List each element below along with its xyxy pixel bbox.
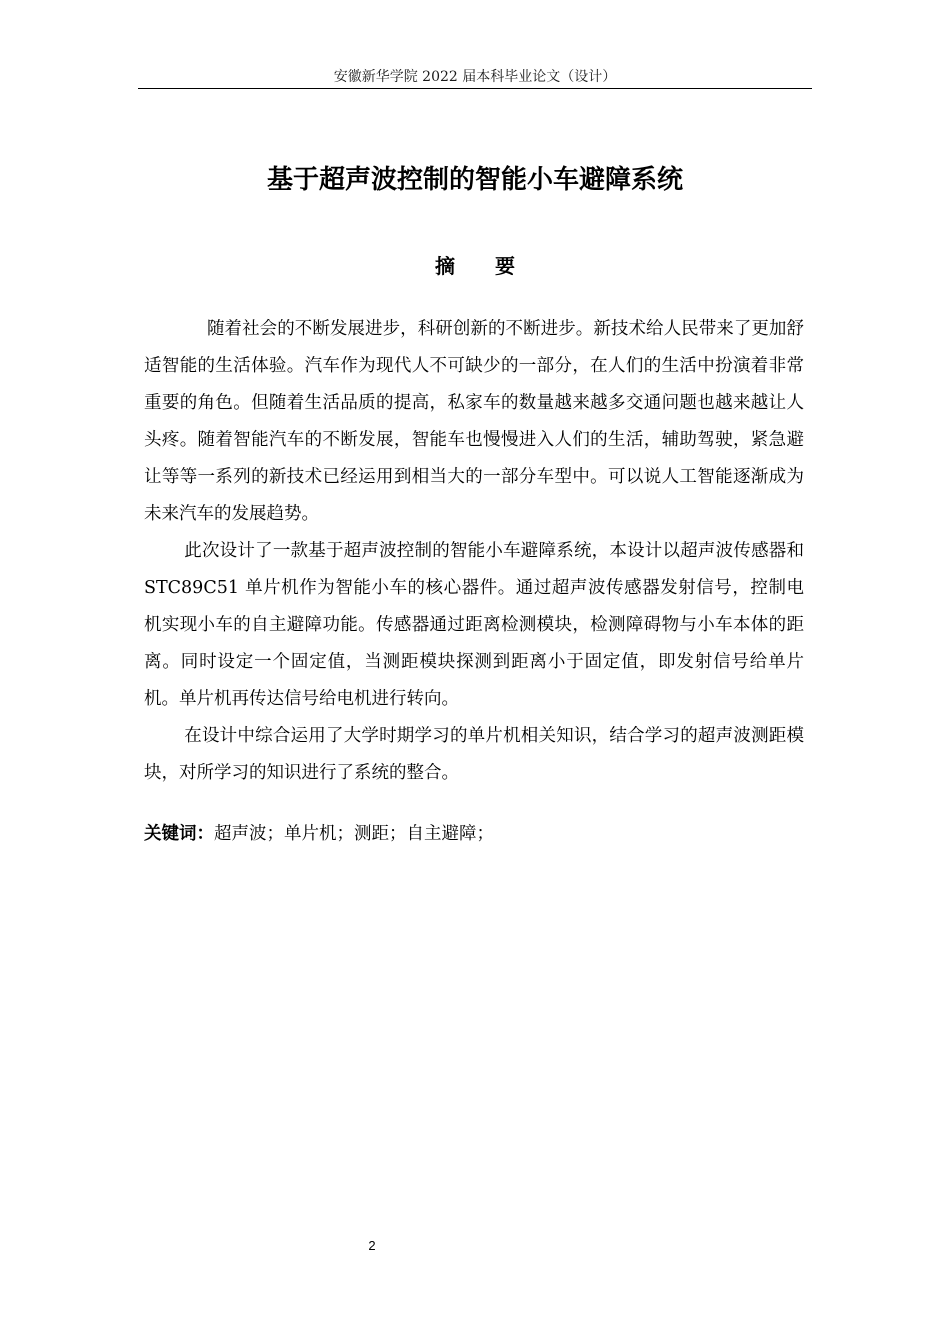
document-title: 基于超声波控制的智能小车避障系统 (266, 165, 683, 195)
abstract-body (144, 311, 804, 792)
abstract-paragraph: 在设计中综合运用了大学时期学习的单片机相关知识，结合学习的超声波测距模块，对所学习的知识进行了系统的整合。 (144, 726, 804, 783)
abstract-paragraph: 此次设计了一款基于超声波控制的智能小车避障系统，本设计以超声波传感器和 STC89C51 单片机作为智能小车的核心器件。通过超声波传感器发射信号，控制电机实现小车的自主避障功能。传感器通过距离检测模块，检测障碍物与小车本体的距离。同时设定一个固定值，当测距模块探测到距离小于固定值，即发射信号给单片机。单片机再传达信号给电机进行转向。 (144, 541, 804, 709)
keywords-value: 超声波；单片机；测距；自主避障； (214, 824, 494, 844)
page-header: 安徽新华学院 2022 届本科毕业论文（设计） (333, 69, 617, 85)
keywords-label: 关键词： (144, 824, 214, 844)
abstract-paragraph: 随着社会的不断发展进步，科研创新的不断进步。新技术给人民带来了更加舒适智能的生活体验。汽车作为现代人不可缺少的一部分，在人们的生活中扮演着非常重要的角色。但随着生活品质的提高，私家车的数量越来越多交通问题也越来越让人头疼。随着智能汽车的不断发展，智能车也慢慢进入人们的生活，辅助驾驶，紧急避让等等一系列的新技术已经运用到相当大的一部分车型中。可以说人工智能逐渐成为未来汽车的发展趋势。 (144, 319, 804, 524)
keywords-line (144, 818, 804, 850)
page-number: 2 (368, 1238, 376, 1253)
header-divider (138, 88, 812, 89)
abstract-heading: 摘要 (435, 254, 555, 278)
